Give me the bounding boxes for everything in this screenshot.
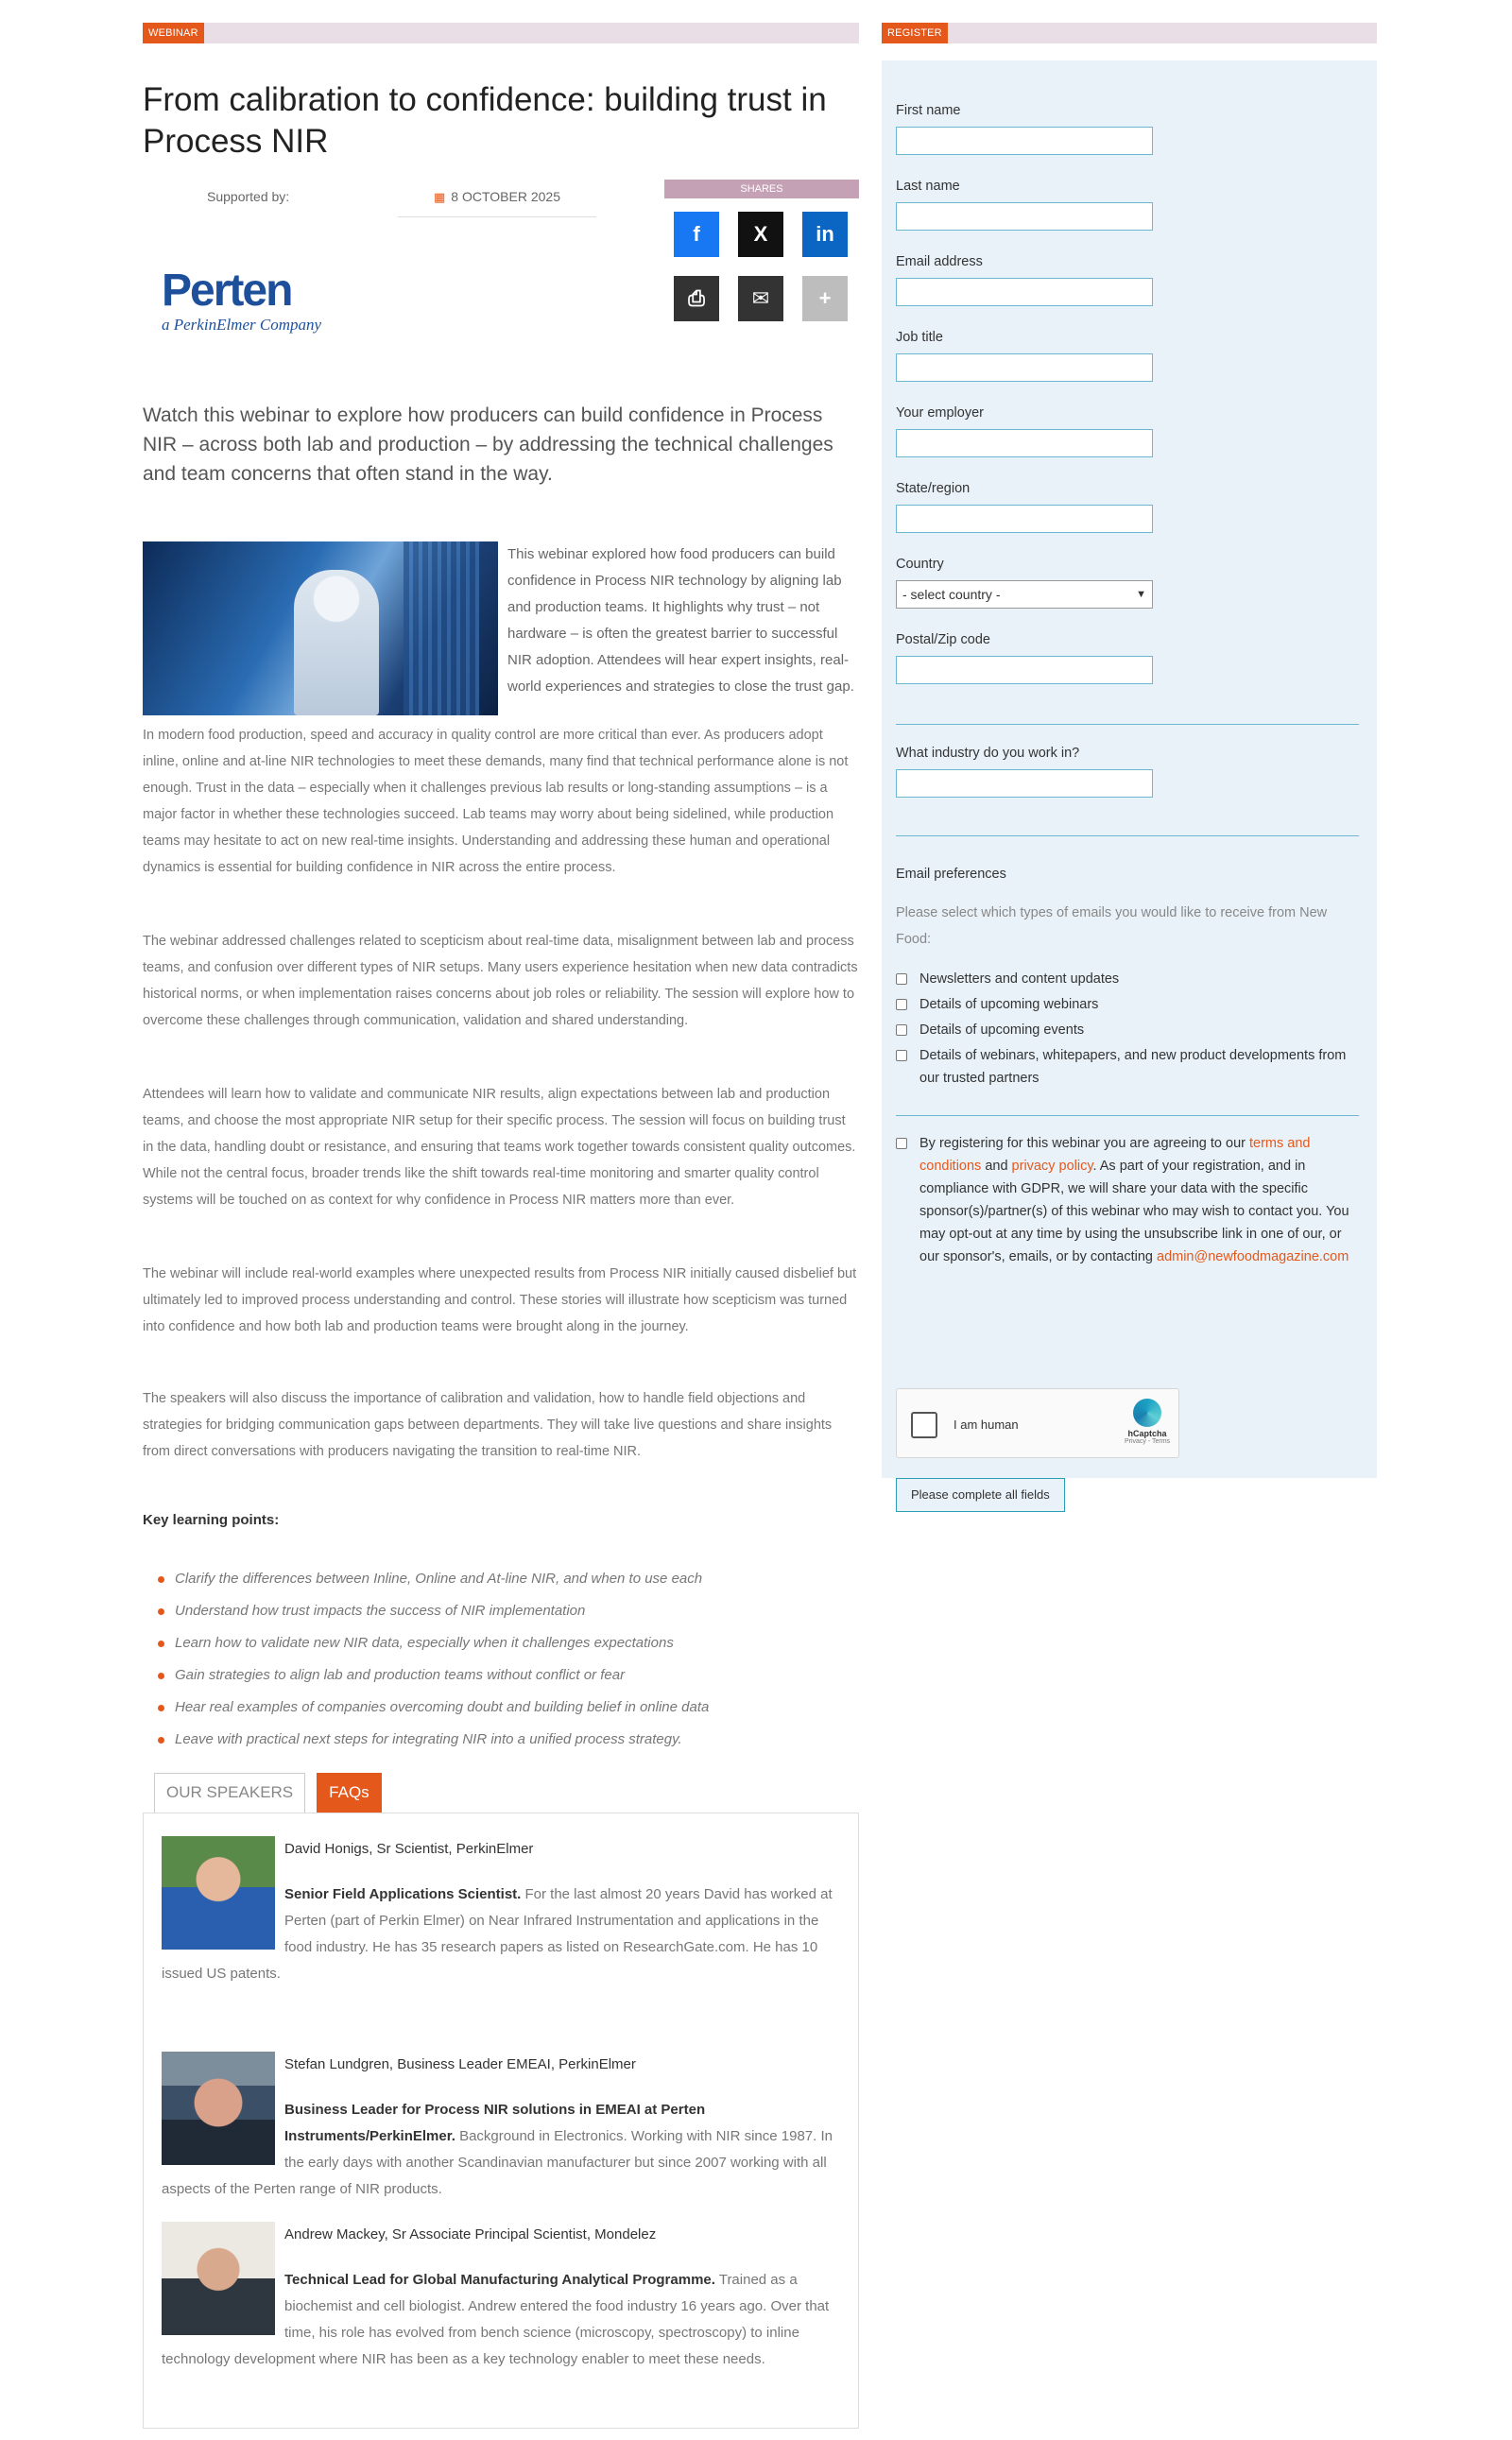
hcaptcha-logo [1124, 1399, 1171, 1445]
chevron-down-icon: ▼ [1136, 589, 1146, 600]
plus-icon: + [818, 286, 832, 310]
contact-email-link[interactable]: admin@newfoodmagazine.com [1157, 1249, 1349, 1264]
more-share-button[interactable] [802, 276, 848, 321]
print-icon: ⎙ [688, 286, 705, 310]
divider [896, 1115, 1359, 1116]
last-name-label: Last name [896, 179, 960, 194]
postal-label: Postal/Zip code [896, 632, 990, 647]
speaker-role: Technical Lead for Global Manufacturing Analytical Programme. [284, 2272, 715, 2288]
email-icon: ✉ [751, 286, 770, 310]
job-title-input[interactable] [896, 353, 1153, 382]
postal-input[interactable] [896, 656, 1153, 684]
event-date [398, 189, 596, 217]
hcaptcha-links[interactable]: Privacy - Terms [1124, 1438, 1171, 1445]
agree-text: . As part of your registration, and in compliance with GDPR, we will share your data with the specific sponsor(s)/partner(s) of this webinar who may wish to contact you. You may opt-out at any time by using the unsubscribe link in one of our, or our sponsor's, emails, or by contacting [919, 1159, 1349, 1264]
key-points-list [158, 1563, 857, 1756]
speaker-name: Andrew Mackey, Sr Associate Principal Scientist, Mondelez [284, 2226, 657, 2242]
email-input[interactable] [896, 278, 1153, 306]
speaker-photo [162, 2052, 275, 2165]
pref-checkbox-newsletters[interactable] [896, 968, 1359, 990]
hcaptcha-brand: hCaptcha [1127, 1429, 1167, 1438]
register-tagbar [882, 23, 1377, 43]
pref-label: Newsletters and content updates [919, 971, 1120, 987]
state-input[interactable] [896, 505, 1153, 533]
webinar-tag: WEBINAR [143, 23, 204, 43]
captcha-widget [896, 1388, 1179, 1458]
list-item: Learn how to validate new NIR data, especially when it challenges expectations [158, 1627, 857, 1659]
checkbox[interactable] [896, 1050, 907, 1061]
terms-agreement[interactable] [896, 1132, 1359, 1268]
speaker-card [162, 1836, 842, 1987]
calendar-icon: ▦ [434, 190, 446, 204]
speaker-name: David Honigs, Sr Scientist, PerkinElmer [284, 1841, 534, 1857]
tab-faqs[interactable]: FAQs [317, 1773, 382, 1813]
speaker-photo [162, 2222, 275, 2335]
country-label: Country [896, 557, 944, 572]
feature-image [143, 541, 498, 715]
speaker-photo [162, 1836, 275, 1950]
checkbox[interactable] [896, 1024, 907, 1036]
speaker-card [162, 2222, 842, 2373]
last-name-input[interactable] [896, 202, 1153, 231]
state-label: State/region [896, 481, 971, 496]
register-tag: REGISTER [882, 23, 948, 43]
captcha-checkbox[interactable] [911, 1412, 937, 1438]
email-prefs-header: Email preferences [896, 867, 1006, 882]
speaker-bio: Trained as a biochemist and cell biologist. Andrew entered the food industry 16 years ago. Over that time, his role has evolved from bench science (microscopy, spectroscopy) to inline technology development where NIR has been as a key technology enabler to meet these needs. [162, 2272, 830, 2367]
body-paragraph: The webinar addressed challenges related to scepticism about real-time data, misalignment between lab and process teams, and confusion over different types of NIR setups. Many users experience hesitation when new data contradicts historical norms, or when implementation raises concerns about job roles or reliability. The session will explore how to overcome these challenges through communication, validation and shared understanding. [143, 934, 858, 1028]
linkedin-icon: in [816, 222, 834, 246]
industry-label: What industry do you work in? [896, 746, 1080, 761]
pref-checkbox-webinars[interactable] [896, 993, 1359, 1016]
email-prefs-text: Please select which types of emails you would like to receive from New Food: [896, 905, 1328, 947]
agree-text: By registering for this webinar you are agreeing to our [919, 1136, 1249, 1151]
key-points-header: Key learning points: [143, 1512, 280, 1528]
speaker-bio: For the last almost 20 years David has worked at Perten (part of Perkin Elmer) on Near Infrared Instrumentation and applications in the food industry. He has 35 research papers as listed on ResearchGate.com. He has 10 issued US patents. [162, 1886, 833, 1982]
first-name-input[interactable] [896, 127, 1153, 155]
intro-text: Watch this webinar to explore how producers can build confidence in Process NIR – across both lab and production – by addressing the technical challenges and team concerns that often stand in the way. [143, 404, 833, 485]
agree-checkbox[interactable] [896, 1138, 907, 1149]
pref-checkbox-events[interactable] [896, 1019, 1359, 1041]
speaker-name: Stefan Lundgren, Business Leader EMEAI, PerkinElmer [284, 2056, 636, 2072]
email-share-button[interactable] [738, 276, 783, 321]
list-item: Hear real examples of companies overcoming doubt and building belief in online data [158, 1692, 857, 1724]
list-item: Leave with practical next steps for integrating NIR into a unified process strategy. [158, 1724, 857, 1756]
sponsor-logo-tagline: a PerkinElmer Company [162, 316, 322, 334]
register-form [882, 60, 1377, 1502]
x-icon: X [753, 222, 768, 246]
facebook-share-button[interactable] [674, 212, 719, 257]
agree-text: and [981, 1159, 1012, 1174]
body-paragraph: In modern food production, speed and accuracy in quality control are more critical than ever. As producers adopt inline, online and at-line NIR technologies to meet these demands, many find that technical performance alone is not enough. Trust in the data – especially when it challenges previous lab results or long-standing assumptions – is a major factor in whether these technologies succeed. Lab teams may worry about being sidelined, while production teams may hesitate to act on new real-time insights. Understanding and addressing these human and operational dynamics is essential for building confidence in NIR across the entire process. [143, 728, 849, 875]
speaker-role: Business Leader for Process NIR solutions in EMEAI at Perten Instruments/PerkinElmer. [284, 2102, 706, 2144]
event-date-text: 8 OCTOBER 2025 [451, 189, 560, 204]
sponsor-logo[interactable] [162, 268, 351, 335]
country-select-value: - select country - [902, 587, 1001, 602]
share-panel [664, 180, 859, 321]
employer-input[interactable] [896, 429, 1153, 457]
employer-label: Your employer [896, 405, 984, 421]
webinar-tagbar [143, 23, 859, 43]
linkedin-share-button[interactable] [802, 212, 848, 257]
tab-our-speakers[interactable]: OUR SPEAKERS [154, 1773, 305, 1813]
country-select[interactable] [896, 580, 1153, 609]
checkbox[interactable] [896, 973, 907, 985]
pref-label: Details of webinars, whitepapers, and new product developments from our trusted partners [919, 1048, 1347, 1086]
list-item: Gain strategies to align lab and production teams without conflict or fear [158, 1659, 857, 1692]
print-share-button[interactable] [674, 276, 719, 321]
speaker-role: Senior Field Applications Scientist. [284, 1886, 522, 1902]
pref-label: Details of upcoming events [919, 1022, 1085, 1038]
pref-checkbox-partners[interactable] [896, 1044, 1359, 1090]
x-share-button[interactable] [738, 212, 783, 257]
industry-input[interactable] [896, 769, 1153, 798]
email-label: Email address [896, 254, 983, 269]
speaker-card [162, 2052, 842, 2203]
page-title: From calibration to confidence: building trust in Process NIR [143, 81, 827, 160]
first-name-label: First name [896, 103, 961, 118]
list-item: Clarify the differences between Inline, Online and At-line NIR, and when to use each [158, 1563, 857, 1595]
list-item: Understand how trust impacts the success of NIR implementation [158, 1595, 857, 1627]
captcha-label: I am human [954, 1418, 1019, 1432]
speakers-panel [143, 1813, 859, 2429]
job-title-label: Job title [896, 330, 943, 345]
divider [896, 724, 1359, 725]
submit-button[interactable]: Please complete all fields [896, 1478, 1065, 1512]
hcaptcha-icon [1133, 1399, 1161, 1427]
checkbox[interactable] [896, 999, 907, 1010]
speaker-bio: Background in Electronics. Working with NIR since 1987. In the early days with another Scandinavian manufacturer but since 2007 working with all aspects of the Perten range of NIR products. [162, 2128, 833, 2197]
body-paragraph: Attendees will learn how to validate and communicate NIR results, align expectations between lab and production teams, and choose the most appropriate NIR setup for their specific process. The session will focus on building trust in the data, handling doubt or resistance, and ensuring that teams work together towards consistent quality outcomes. While not the central focus, broader trends like the shift towards real-time monitoring and smarter quality control systems will be touched on as context for why confidence in Process NIR matters more than ever. [143, 1087, 856, 1208]
divider [896, 835, 1359, 836]
sponsor-logo-brand: Perten [162, 266, 292, 316]
body-paragraph: The speakers will also discuss the importance of calibration and validation, how to handle field objections and strategies for bridging communication gaps between departments. They will take live questions and share insights from direct conversations with producers navigating the transition to real-time NIR. [143, 1391, 833, 1459]
tab-bar [154, 1773, 382, 1813]
supported-by-label: Supported by: [207, 189, 290, 204]
facebook-icon: f [693, 222, 700, 246]
terms-link[interactable]: terms and conditions [919, 1136, 1311, 1174]
privacy-link[interactable]: privacy policy [1011, 1159, 1093, 1174]
pref-label: Details of upcoming webinars [919, 997, 1099, 1012]
body-paragraph: The webinar will include real-world examples where unexpected results from Process NIR initially caused disbelief but ultimately led to improved process understanding and control. These stories will illustrate how scepticism was turned into confidence and how both lab and production teams were brought along in the journey. [143, 1266, 857, 1334]
feature-text: This webinar explored how food producers can build confidence in Process NIR technology by aligning lab and production teams. It highlights why trust – not hardware – is often the greatest barrier to successful NIR adoption. Attendees will hear expert insights, real-world experiences and strategies to close the trust gap. [507, 546, 854, 695]
shares-header: SHARES [664, 180, 859, 198]
